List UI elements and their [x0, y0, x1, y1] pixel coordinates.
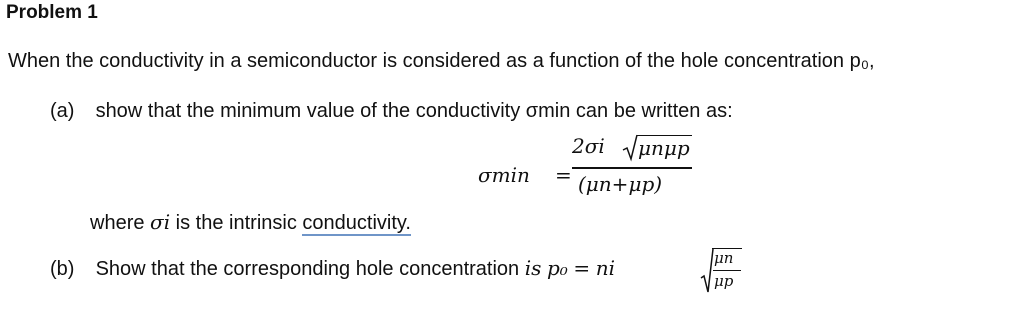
where-symbol: σi	[150, 210, 171, 234]
problem-intro: When the conductivity in a semiconductor is considered as a function of the hole concentration p₀,	[8, 50, 875, 72]
part-b-root-fraction	[700, 246, 750, 296]
part-b-fraction-bar	[713, 270, 741, 271]
problem-title: Problem 1	[6, 2, 98, 23]
part-b-equals: =	[573, 256, 591, 280]
part-b-text: Show that the corresponding hole concentration	[95, 258, 520, 280]
part-a-label: (a)	[50, 100, 75, 122]
where-text-post: is the intrinsic	[175, 212, 297, 234]
part-b-frac-num: μn	[714, 249, 734, 267]
part-a-text: show that the minimum value of the conductivity σmin can be written as:	[95, 100, 733, 122]
sigma-min-lhs: σmin	[478, 163, 530, 187]
part-b-label: (b)	[50, 258, 75, 280]
where-line	[90, 210, 411, 235]
equation1-fraction	[572, 130, 692, 210]
equation1-numerator-coef: 2σi	[572, 134, 605, 158]
sqrt-icon	[622, 134, 638, 162]
part-b-lhs: p₀	[546, 256, 568, 280]
equation1-denominator: (μn+μp)	[578, 172, 663, 196]
fraction-bar	[572, 167, 692, 169]
part-b-coef: ni	[595, 256, 615, 280]
where-text-pre: where	[90, 212, 145, 234]
part-b	[50, 256, 615, 281]
equation1-equals: =	[555, 163, 572, 187]
equation1-numerator-root: μnμp	[638, 136, 690, 160]
part-b-is: is	[524, 256, 542, 280]
part-b-frac-den: μp	[714, 272, 734, 290]
conductivity-link[interactable]: conductivity.	[302, 212, 411, 234]
part-a	[50, 100, 733, 123]
sqrt-icon	[700, 248, 714, 294]
